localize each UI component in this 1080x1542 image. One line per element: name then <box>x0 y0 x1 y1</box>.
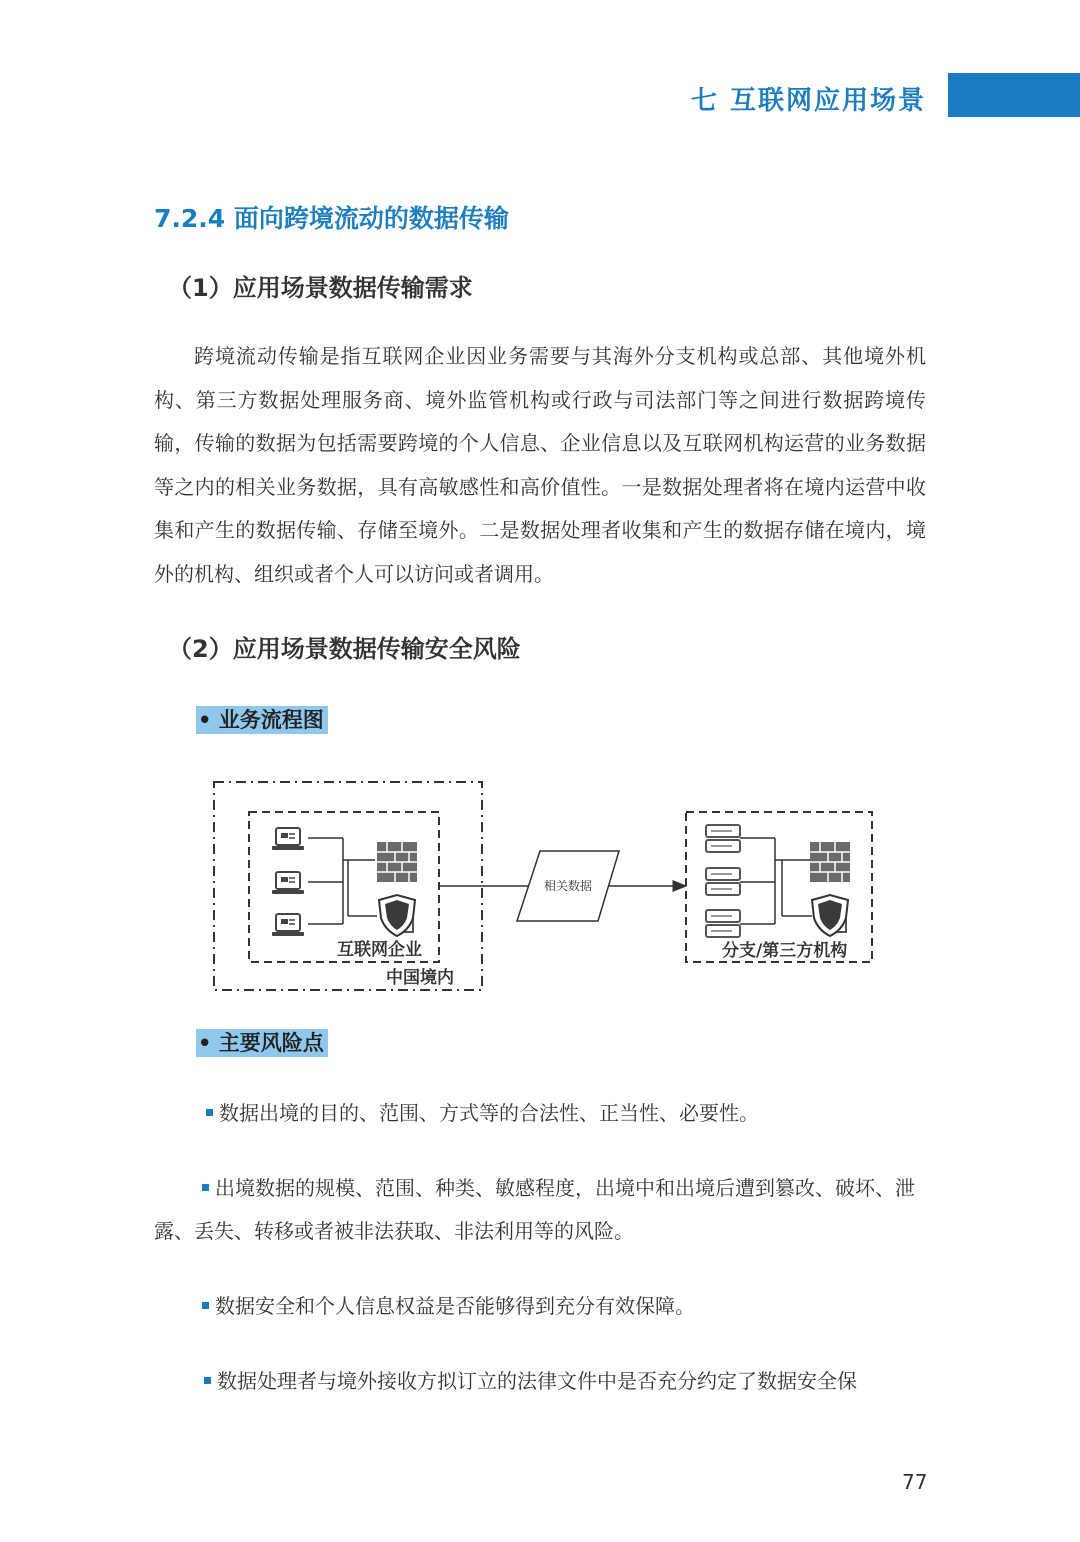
chapter-color-bar <box>948 73 1080 117</box>
chapter-title: 七 互联网应用场景 <box>690 86 926 116</box>
firewall-icon <box>377 842 417 882</box>
risk-points-label: • 主要风险点 <box>196 1029 328 1057</box>
shield-icon <box>379 895 415 936</box>
firewall-icon <box>810 842 850 882</box>
server-icon <box>706 825 740 852</box>
risk-item: 出境数据的规模、范围、种类、敏感程度，出境中和出境后遭到篡改、破坏、泄露、丢失、转移或者被非法获取、非法利用等的风险。 <box>154 1176 915 1243</box>
data-label: 相关数据 <box>544 879 593 893</box>
shield-icon <box>812 895 848 936</box>
laptop-icon <box>272 872 304 894</box>
subsection-2-heading: （2）应用场景数据传输安全风险 <box>168 635 521 663</box>
remote-label: 分支/第三方机构 <box>722 941 848 961</box>
bullet-square-icon <box>204 1377 211 1384</box>
laptop-icon <box>272 828 304 850</box>
bullet-square-icon <box>206 1109 213 1116</box>
section-heading: 7.2.4 面向跨境流动的数据传输 <box>154 204 509 233</box>
domestic-label: 中国境内 <box>386 968 454 988</box>
flow-chart-label: • 业务流程图 <box>196 706 328 734</box>
risk-item: 数据出境的目的、范围、方式等的合法性、正当性、必要性。 <box>154 1092 926 1135</box>
laptop-icon <box>272 914 304 936</box>
risk-item: 数据处理者与境外接收方拟订立的法律文件中是否充分约定了数据安全保 <box>154 1360 926 1403</box>
subsection-1-paragraph: 跨境流动传输是指互联网企业因业务需要与其海外分支机构或总部、其他境外机构、第三方数据处理服务商、境外监管机构或行政与司法部门等之间进行数据跨境传输，传输的数据为包括需要跨境的个人信息、企业信息以及互联网机构运营的业务数据等之内的相关业务数据，具有高敏感性和高价值性。一是数据处理者将在境内运营中收集和产生的数据传输、存储至境外。二是数据处理者收集和产生的数据存储在境内，境外的机构、组织或者个人可以访问或者调用。 <box>154 344 926 586</box>
bullet-square-icon <box>202 1302 209 1309</box>
risk-item: 数据安全和个人信息权益是否能够得到充分有效保障。 <box>154 1285 926 1328</box>
server-icon <box>706 910 740 937</box>
bullet-square-icon <box>202 1184 209 1191</box>
business-flow-diagram <box>200 770 890 1000</box>
enterprise-label: 互联网企业 <box>337 940 422 960</box>
subsection-1-heading: （1）应用场景数据传输需求 <box>168 274 473 302</box>
page-number: 77 <box>902 1470 928 1494</box>
server-icon <box>706 868 740 895</box>
